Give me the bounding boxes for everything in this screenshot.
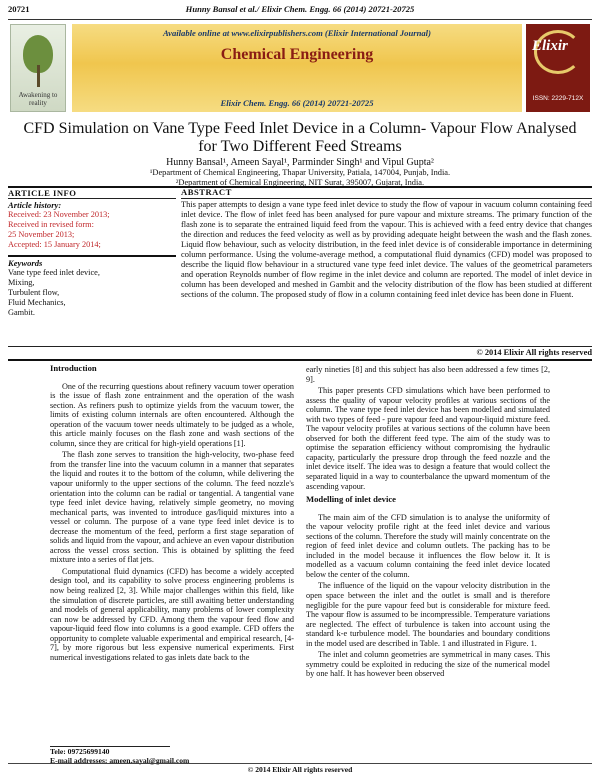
issn-label: ISSN: 2229-712X: [532, 95, 584, 102]
journal-banner: [8, 24, 592, 112]
affiliation-1: ¹Department of Chemical Engineering, Thapar University, Patiala, 147004, Punjab, India.: [149, 168, 451, 177]
revised-date: 25 November 2013;: [8, 230, 75, 239]
body-top-rule: [8, 359, 592, 361]
running-citation: Hunny Bansal et al./ Elixir Chem. Engg. 66 (2014) 20721-20725: [185, 4, 415, 14]
body-paragraph: The influence of the liquid on the vapour velocity distribution in the open space between the inlet and the outlet is small and is therefore negligible for the pure vapour feed but is considerable for mixture feed. The vapour flow is assumed to be incompressible. Temperature variations are neglected. The effect of turbulence is taken into account using the standard k-e turbulence model. The boundaries and boundary conditions in the model used are described in Table. 1 and illustrated in Figure. 1.: [306, 581, 550, 648]
body-left-column: [50, 364, 294, 664]
body-paragraph: The main aim of the CFD simulation is to analyse the uniformity of the vapour velocity profile right at the feed inlet device and various sections of the column. Therefore the study will mainly concentrate on the region of feed inlet device and column outlets. The packing has to be included in the model because it influences the flow below it. It is modelled as a vacuum column containing the feed inlet device located below the center of the column.: [306, 512, 550, 579]
elixir-logo-name: Elixir: [532, 38, 568, 54]
keywords-label: Keywords: [8, 258, 43, 268]
keyword-item: Gambit.: [8, 308, 35, 317]
publisher-logo-text: Awakening to reality: [18, 91, 58, 107]
modelling-heading: Modelling of inlet device: [306, 494, 396, 505]
footer-rule: [8, 763, 592, 764]
keyword-item: Vane type feed inlet device,: [8, 268, 100, 277]
elixir-logo: [526, 24, 590, 112]
journal-citation: Elixir Chem. Engg. 66 (2014) 20721-20725: [220, 98, 374, 108]
author-list: Hunny Bansal¹, Ameen Sayal¹, Parminder Singh¹ and Vipul Gupta²: [166, 157, 434, 168]
body-paragraph: One of the recurring questions about refinery vacuum tower operation is the issue of flash zone entrainment and the operation of the wash section. As refiners push to optimize yields from the vacuum tower, the limits of existing column internals are often encountered. Although the operation of the vacuum tower needs ultimately to be judged as a whole, this article mainly focuses on the flash zone and wash sections of the column, since they are critical for high-yield operations [1].: [50, 381, 294, 448]
running-header: [8, 4, 592, 18]
abstract-text: This paper attempts to design a vane type feed inlet device to study the flow of vapour in vacuum column containing feed inlet device. The flow of inlet feed has been analysed for pure vapour and mixture streams. The primary function of the flash zone is to separate the entrained liquid feed from the vapour. This is achieved with a feed entry device that changes the direction and reduces the feed velocity as well as by providing adequate height between the wash and the flash zones. Liquid flow behaviour, such as velocity distribution, in the feed inlet device is of considerable importance in determining column performance. Using the volume-average method, a computational fluid dynamics (CFD) model was proposed to describe the liquid flow behaviour in a structured vane type feed inlet device. The values of the geometrical parameters and operation Reynolds number of flow regime in the inlet device and column are reported. The model of inlet device in column has been developed and meshed in Gambit and the velocity distribution of the flow has been studied at different sections of the column. The proposed study of flow in a column containing feed inlet device has been done in Fluent.: [181, 199, 592, 299]
article-title: CFD Simulation on Vane Type Feed Inlet Device in a Column- Vapour Flow Analysed for Two Different Feed Streams: [23, 120, 577, 155]
keyword-item: Fluid Mechanics,: [8, 298, 66, 307]
body-paragraph: early nineties [8] and this subject has also been addressed a few times [2, 9].: [306, 365, 550, 384]
header-rule: [8, 19, 592, 20]
keyword-item: Mixing,: [8, 278, 35, 287]
article-info-panel: [8, 188, 176, 318]
abstract-copyright: © 2014 Elixir All rights reserved: [476, 348, 592, 357]
abstract-heading: ABSTRACT: [181, 188, 592, 199]
introduction-heading: Introduction: [50, 363, 97, 373]
accepted-date: Accepted: 15 January 2014;: [8, 240, 101, 249]
footer-copyright: © 2014 Elixir All rights reserved: [247, 765, 353, 774]
body-paragraph: This paper presents CFD simulations which have been performed to assess the quality of vapour velocity profiles at various sections of the column. The vane type feed inlet device has been modelled and simulated with two types of feed - pure vapour feed and vapour-liquid mixture feed. The vapour velocity profiles at various sections of the column have been observed for both the different feed type. The aim of the study was to optimise the separation efficiency without compromising the hydraulic capacity, particularly the pressure drop through the feed nozzle and the inlet device itself. The idea was to design a feature that would collect the separated liquid in a way to counterbalance the upward momentum of the ascending vapour.: [306, 386, 550, 491]
body-paragraph: The flash zone serves to transition the high-velocity, two-phase feed from the transfer line into the vacuum column in a manner that separates the liquid and routes it to the bottom of the column, while delivering the vapour uniformly to the upper sections of the column. The feed nozzle's orientation into the column can be radial or tangential. A tangential vane type feed inlet device having, relatively simple geometry, no moving mechanical parts, was invented to introduce gas/liquid mixtures into a vessel or column. The purpose of a vane type feed inlet device is to decrease the momentum of the feed, perform a first stage separation of solids and liquid from the vapour, and achieve an even vapour distribution across the vessel cross section. This is obtained by splitting the feed mixture into a series of flat jets.: [50, 450, 294, 565]
article-info-heading: ARTICLE INFO: [8, 188, 77, 198]
availability-line: Available online at www.elixirpublishers.com (Elixir International Journal): [163, 28, 431, 38]
journal-name: Chemical Engineering: [220, 46, 374, 63]
abstract-bottom-rule: [8, 346, 592, 347]
body-paragraph: Computational fluid dynamics (CFD) has become a widely accepted design tool, and its capability to solve process engineering problems is now being realized [2, 3]. While major challenges within this field, like the simulation of discrete particles, are still awaiting better understanding and models of general applicability, many problems of lower complexity can now be addressed by CFD. Among them the vapour feed flow and vapour-liquid feed flow into columns is a good example. CFD offers the opportunity to complete valuable experimental and empirical research, [4-7], by more rigorous but less expensive numerical experiments. First numerical investigations related to gas inlets date back to the: [50, 566, 294, 662]
received-date: Received: 23 November 2013;: [8, 210, 110, 219]
body-right-column: [306, 365, 550, 681]
keyword-item: Turbulent flow,: [8, 288, 60, 297]
page-number: 20721: [8, 4, 30, 14]
email-address: E-mail addresses: ameen.sayal@gmail.com: [50, 756, 190, 765]
telephone: Tele: 09725699140: [50, 747, 110, 756]
body-paragraph: The inlet and column geometries are symmetrical in many cases. This symmetry could be exploited in reducing the size of the numerical model by one half. It has however been observed: [306, 650, 550, 679]
publisher-logo: [10, 24, 66, 112]
revised-label: Received in revised form:: [8, 220, 94, 229]
abstract-panel: [181, 188, 592, 299]
history-label: Article history:: [8, 200, 62, 210]
affiliation-2: ²Department of Chemical Engineering, NIT Surat, 395007, Gujarat, India.: [175, 178, 425, 187]
banner-center: [72, 24, 522, 112]
